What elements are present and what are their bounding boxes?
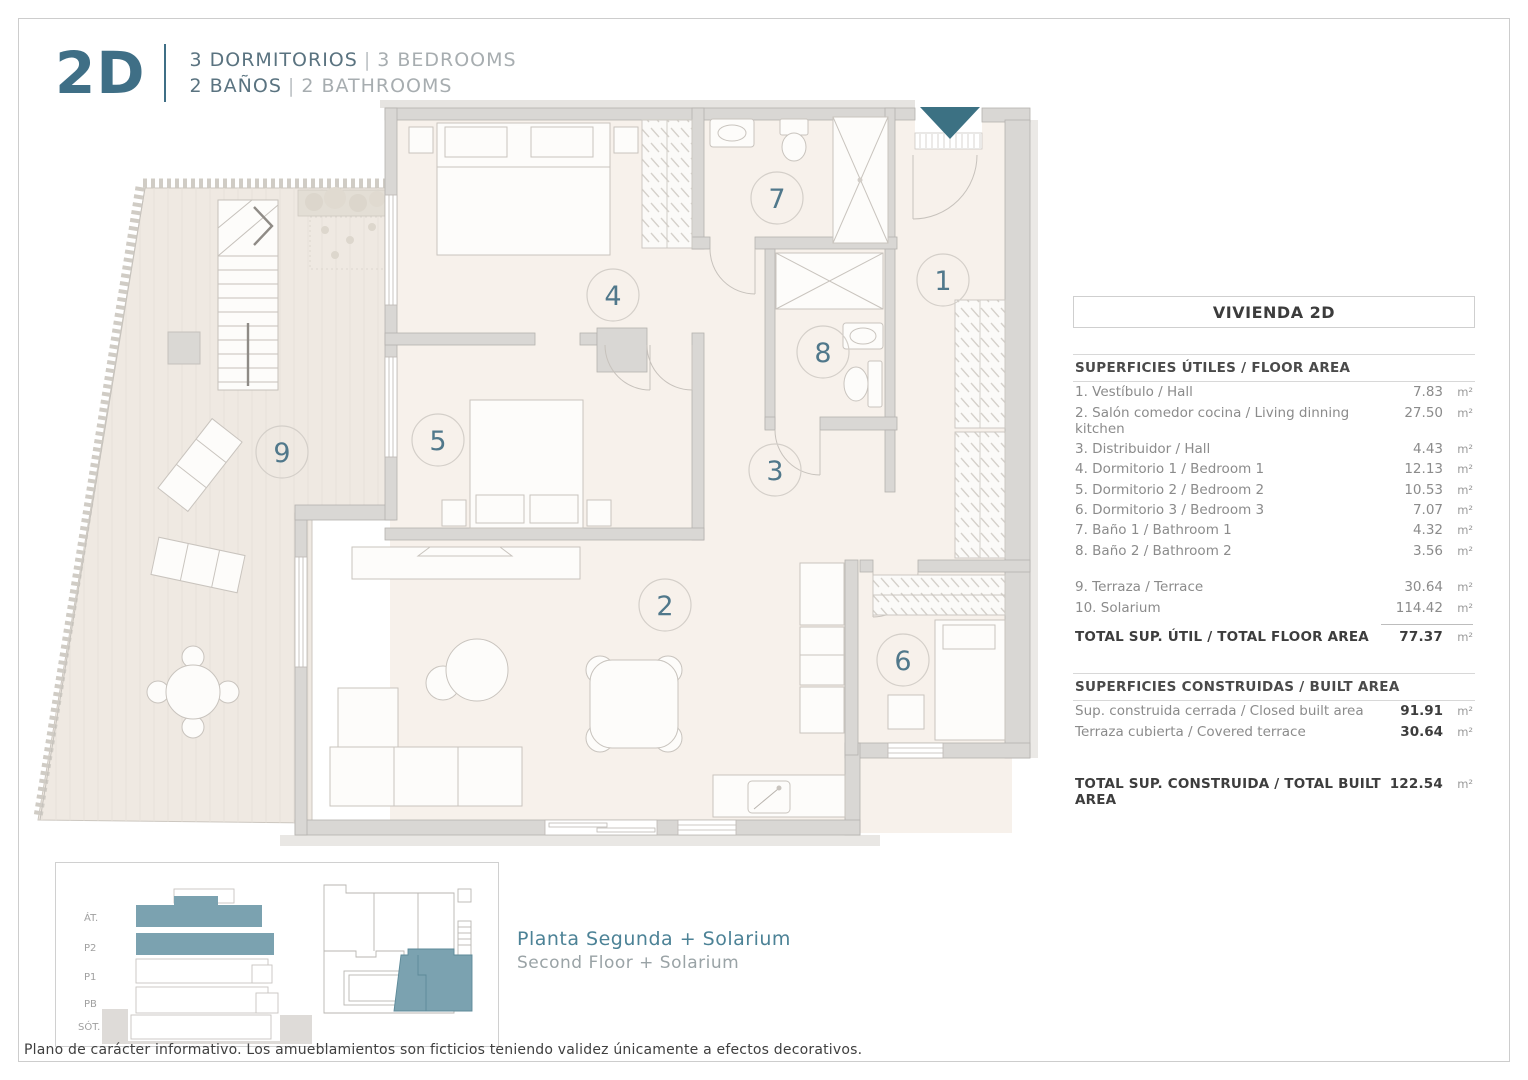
apron-bottom: [280, 835, 880, 846]
unit-code: 2D: [55, 39, 146, 107]
highlighted-floors: [136, 896, 274, 955]
floor-area-row: 2. Salón comedor cocina / Living dinning kitchen 27.50 m²: [1075, 404, 1473, 437]
floor-area-row: 5. Dormitorio 2 / Bedroom 2 10.53 m²: [1075, 481, 1473, 498]
bedroom1-furniture: [409, 123, 638, 255]
bedrooms-line: 3 DORMITORIOS | 3 BEDROOMS: [189, 49, 517, 71]
caption-es: Planta Segunda + Solarium: [517, 928, 791, 950]
floor-area-row: 7. Baño 1 / Bathroom 1 4.32 m²: [1075, 522, 1473, 539]
plan-caption: [517, 928, 791, 973]
bathrooms-line: 2 BAÑOS | 2 BATHROOMS: [189, 75, 453, 97]
floor-area-row: 1. Vestíbulo / Hall 7.83 m²: [1075, 384, 1473, 401]
floor-area-total: TOTAL SUP. ÚTIL / TOTAL FLOOR AREA 77.37 m²: [1075, 628, 1473, 645]
floor-label-sot: SÓT.: [78, 1022, 101, 1033]
floor-area-row: 4. Dormitorio 1 / Bedroom 1 12.13 m²: [1075, 461, 1473, 478]
floor-label-p1: P1: [84, 972, 97, 983]
built-area-total: TOTAL SUP. CONSTRUIDA / TOTAL BUILT AREA 122.54 m²: [1075, 776, 1473, 809]
solarium-stairs: [218, 200, 278, 390]
built-area-section: [1073, 673, 1475, 810]
svg-text:6: 6: [894, 646, 912, 677]
floor-label-p2: P2: [84, 943, 97, 954]
floor-label-atico: ÁT.: [84, 913, 99, 924]
floor-label-pb: PB: [84, 999, 97, 1010]
apron-right: [1030, 120, 1038, 758]
planter: [168, 332, 200, 364]
location-key-diagrams: [56, 863, 496, 1044]
location-key-box: [55, 862, 499, 1047]
built-area-row: Sup. construida cerrada / Closed built area 91.91 m²: [1075, 703, 1473, 720]
floor-area-heading: SUPERFICIES ÚTILES / FLOOR AREA: [1073, 354, 1475, 382]
unit-2d-highlight: [394, 949, 472, 1011]
area-table: [1073, 296, 1475, 810]
total-overline: [1381, 624, 1473, 625]
caption-en: Second Floor + Solarium: [517, 953, 740, 973]
header-lines: [190, 49, 517, 97]
disclaimer-text: Plano de carácter informativo. Los amueblamientos son ficticios teniendo validez únicamente a efectos decorativos.: [24, 1042, 863, 1058]
apron-top: [380, 100, 915, 108]
header-divider: [164, 44, 166, 102]
header: [55, 39, 517, 107]
svg-text:1: 1: [934, 266, 952, 297]
table-title: VIVIENDA 2D: [1073, 296, 1475, 328]
svg-text:2: 2: [656, 591, 674, 622]
built-area-heading: SUPERFICIES CONSTRUIDAS / BUILT AREA: [1073, 673, 1475, 701]
svg-text:5: 5: [429, 426, 447, 457]
floor-area-row: 6. Dormitorio 3 / Bedroom 3 7.07 m²: [1075, 502, 1473, 519]
floor-area-section: [1073, 354, 1475, 647]
terrace: [38, 183, 390, 823]
svg-text:9: 9: [273, 438, 291, 469]
svg-text:4: 4: [604, 281, 622, 312]
svg-text:3: 3: [766, 456, 784, 487]
floor-area-row: 10. Solarium 114.42 m²: [1075, 599, 1473, 616]
building-elevation: [78, 889, 312, 1044]
floor-area-row: 3. Distribuidor / Hall 4.43 m²: [1075, 440, 1473, 457]
floor-area-row: 8. Baño 2 / Bathroom 2 3.56 m²: [1075, 542, 1473, 559]
built-area-row: Terraza cubierta / Covered terrace 30.64 m²: [1075, 723, 1473, 740]
svg-text:7: 7: [768, 184, 786, 215]
floor-area-row: 9. Terraza / Terrace 30.64 m²: [1075, 579, 1473, 596]
svg-text:8: 8: [814, 338, 832, 369]
floor-plan: [30, 95, 1050, 850]
key-plan: [324, 885, 472, 1013]
